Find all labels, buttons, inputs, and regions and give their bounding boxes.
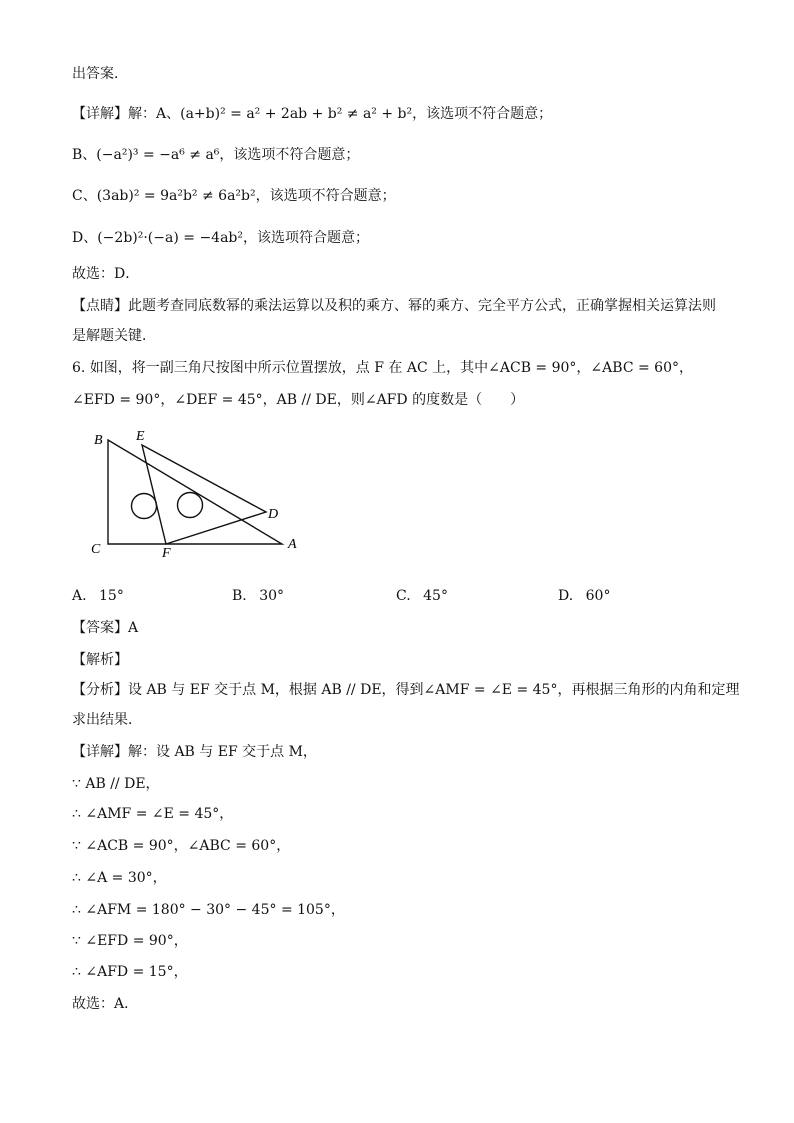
answer-line: 【答案】A <box>72 620 139 636</box>
label-b: B <box>94 433 103 448</box>
hole-circle-2 <box>178 493 203 518</box>
question-6-line-2: ∠EFD = 90°，∠DEF = 45°，AB // DE，则∠AFD 的度数是（ ） <box>72 392 525 408</box>
option-value: 30° <box>259 588 285 604</box>
triangle-abc <box>108 440 282 544</box>
choice-conclusion: 故选：D． <box>72 266 140 282</box>
triangle-diagram <box>86 426 316 566</box>
detail-solution-b: B、(−a²)³ = −a⁶ ≠ a⁶，该选项不符合题意； <box>72 147 360 163</box>
option-value: 60° <box>585 588 611 604</box>
text-line: 出答案． <box>72 66 128 82</box>
option-letter: C. <box>396 588 411 604</box>
detail-intro: 【详解】解：设 AB 与 EF 交于点 M， <box>72 744 317 760</box>
label-c: C <box>91 542 101 557</box>
step-4: ∴ ∠A = 30°， <box>72 870 167 886</box>
option-letter: A. <box>72 588 87 604</box>
label-d: D <box>268 507 279 522</box>
option-c[interactable] <box>396 588 448 604</box>
option-value: 45° <box>423 588 448 604</box>
option-letter: D. <box>558 588 574 604</box>
step-5: ∴ ∠AFM = 180° − 30° − 45° = 105°， <box>72 902 345 918</box>
option-d[interactable] <box>558 588 610 604</box>
label-f: F <box>162 546 171 561</box>
question-6-line-1: 6. 如图，将一副三角尺按图中所示位置摆放，点 F 在 AC 上，其中∠ACB = 90°，∠ABC = 60°， <box>72 360 693 376</box>
label-a: A <box>288 537 297 552</box>
comment-line-1: 【点睛】此题考查同底数幂的乘法运算以及积的乘方、幂的乘方、完全平方公式，正确掌握相关运算法则 <box>72 298 716 314</box>
option-letter: B. <box>232 588 247 604</box>
step-1: ∵ AB // DE， <box>72 776 160 792</box>
option-b[interactable] <box>232 588 284 604</box>
final-choice: 故选：A． <box>72 996 139 1012</box>
hole-circle-1 <box>132 494 157 519</box>
option-a[interactable] <box>72 588 124 604</box>
step-7: ∴ ∠AFD = 15°， <box>72 964 188 980</box>
analysis-heading: 【解析】 <box>72 652 128 668</box>
comment-line-2: 是解题关键． <box>72 328 156 344</box>
detail-solution-d: D、(−2b)²·(−a) = −4ab²，该选项符合题意； <box>72 230 370 246</box>
label-e: E <box>136 429 145 444</box>
answer-options <box>72 588 712 608</box>
step-2: ∴ ∠AMF = ∠E = 45°， <box>72 806 234 822</box>
detail-solution-a: 【详解】解：A、(a+b)² = a² + 2ab + b² ≠ a² + b²，该选项不符合题意； <box>72 106 553 122</box>
detail-solution-c: C、(3ab)² = 9a²b² ≠ 6a²b²，该选项不符合题意； <box>72 188 396 204</box>
option-value: 15° <box>99 588 124 604</box>
triangle-def <box>142 445 266 544</box>
step-6: ∵ ∠EFD = 90°， <box>72 933 188 949</box>
analysis-line-2: 求出结果． <box>72 712 142 728</box>
analysis-line-1: 【分析】设 AB 与 EF 交于点 M，根据 AB // DE，得到∠AMF = ∠E = 45°，再根据三角形的内角和定理 <box>72 682 740 698</box>
step-3: ∵ ∠ACB = 90°，∠ABC = 60°， <box>72 838 291 854</box>
